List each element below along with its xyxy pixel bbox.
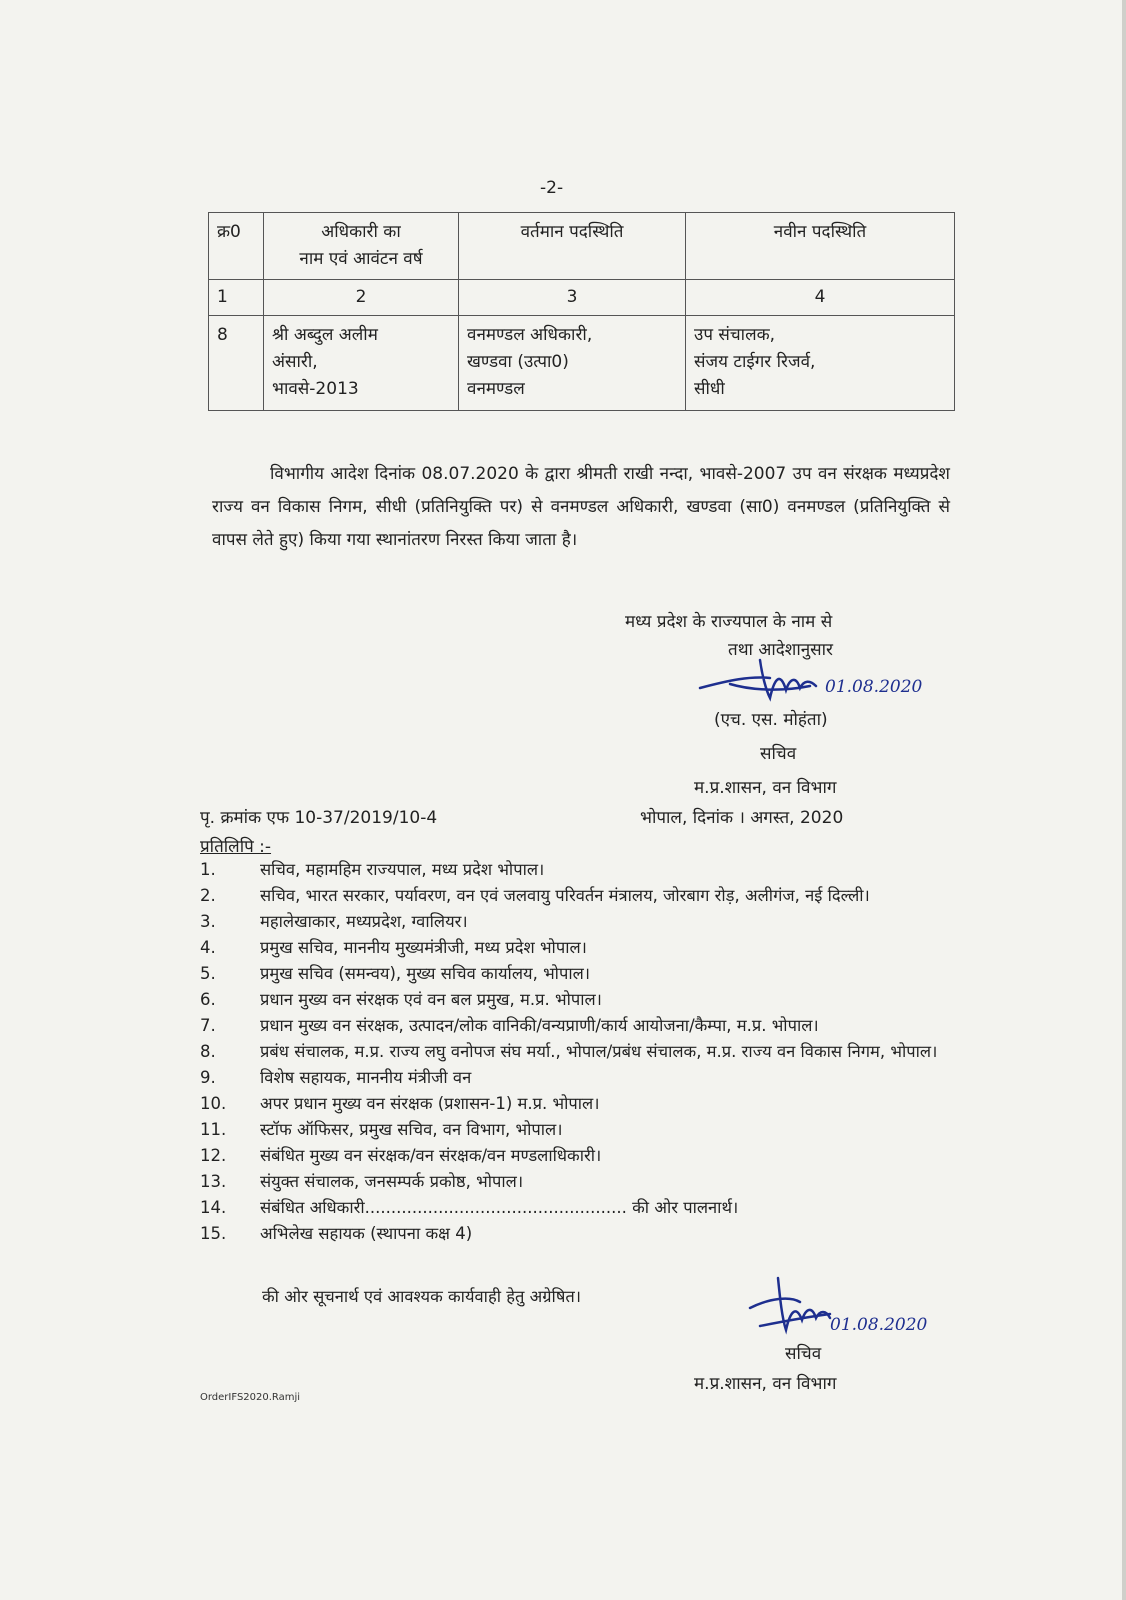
list-item [200,1014,940,1038]
list-item-text: विशेष सहायक, माननीय मंत्रीजी वन [260,1068,472,1087]
forward-text: की ओर सूचनार्थ एवं आवश्यक कार्यवाही हेतु अग्रेषित। [262,1287,582,1306]
cell-new-posting: उप संचालक, संजय टाईगर रिजर्व, सीधी [686,316,955,411]
footer-file-ref: OrderIFS2020.Ramji [200,1392,301,1403]
signatory-name: (एच. एस. मोहंता) [714,710,828,730]
list-item-text: प्रमुख सचिव, माननीय मुख्यमंत्रीजी, मध्य प्रदेश भोपाल। [260,938,587,957]
list-item-text: प्रबंध संचालक, म.प्र. राज्य लघु वनोपज संघ मर्या., भोपाल/प्रबंध संचालक, म.प्र. राज्य वन विकास निगम, भोपाल। [260,1042,938,1061]
header-officer: अधिकारी का नाम एवं आवंटन वर्ष [264,213,459,280]
cell-officer: श्री अब्दुल अलीम अंसारी, भावसे-2013 [264,316,459,411]
list-item-num: 7. [200,1016,216,1035]
list-item [200,910,940,934]
list-item-num: 8. [200,1042,216,1061]
header-sno: क्र0 [209,213,264,280]
table-header-row [209,213,955,280]
list-item-text: स्टॉफ ऑफिसर, प्रमुख सचिव, वन विभाग, भोपाल। [260,1120,563,1139]
list-item [200,962,940,986]
signatory-dept: म.प्र.शासन, वन विभाग [694,778,837,798]
governor-order-line: मध्य प्रदेश के राज्यपाल के नाम से [625,612,833,632]
header-current-posting: वर्तमान पदस्थिति [459,213,686,280]
list-item [200,1222,940,1246]
list-item-text: प्रधान मुख्य वन संरक्षक एवं वन बल प्रमुख, म.प्र. भोपाल। [260,990,602,1009]
list-item [200,1196,940,1220]
by-order-line: तथा आदेशानुसार [728,640,834,660]
signature-1 [690,640,940,710]
list-item-num: 1. [200,860,216,879]
list-item-num: 2. [200,886,216,905]
list-item [200,988,940,1012]
page-number: -2- [540,178,564,198]
table-column-number-row [209,280,955,316]
reference-number: पृ. क्रमांक एफ 10-37/2019/10-4 [200,808,438,828]
list-item [200,936,940,960]
list-item-num: 5. [200,964,216,983]
cell-sno: 8 [209,316,264,411]
list-item [200,1118,940,1142]
list-item-text: अपर प्रधान मुख्य वन संरक्षक (प्रशासन-1) म.प्र. भोपाल। [260,1094,600,1113]
list-item-num: 10. [200,1094,227,1113]
list-item-text: संबंधित अधिकारी.................................................. की ओर पालनार्थ। [260,1198,739,1217]
reference-place-date: भोपाल, दिनांक । अगस्त, 2020 [640,808,844,828]
list-item-num: 15. [200,1224,227,1243]
list-item [200,1066,940,1090]
list-item [200,858,940,882]
posting-table [208,212,955,411]
list-item [200,884,940,908]
list-item-text: प्रमुख सचिव (समन्वय), मुख्य सचिव कार्यालय, भोपाल। [260,964,591,983]
copy-heading: प्रतिलिपि :- [200,837,272,857]
signatory-2-dept: म.प्र.शासन, वन विभाग [694,1374,837,1394]
table-row [209,316,955,411]
list-item-text: प्रधान मुख्य वन संरक्षक, उत्पादन/लोक वानिकी/वन्यप्राणी/कार्य आयोजना/कैम्पा, म.प्र. भोपाल। [260,1016,819,1035]
list-item-text: संयुक्त संचालक, जनसम्पर्क प्रकोष्ठ, भोपाल। [260,1172,524,1191]
cell-current-posting: वनमण्डल अधिकारी, खण्डवा (उत्पा0) वनमण्डल [459,316,686,411]
list-item [200,1092,940,1116]
list-item-text: अभिलेख सहायक (स्थापना कक्ष 4) [260,1224,473,1243]
list-item-text: महालेखाकार, मध्यप्रदेश, ग्वालियर। [260,912,468,931]
colnum-1: 1 [209,280,264,316]
list-item [200,1144,940,1168]
list-item-text: सचिव, महामहिम राज्यपाल, मध्य प्रदेश भोपाल। [260,860,545,879]
list-item-num: 4. [200,938,216,957]
list-item-text: सचिव, भारत सरकार, पर्यावरण, वन एवं जलवायु परिवर्तन मंत्रालय, जोरबाग रोड़, अलीगंज, नई दिल्ली। [260,886,870,905]
list-item-num: 3. [200,912,216,931]
list-item [200,1040,940,1064]
list-item-num: 6. [200,990,216,1009]
order-paragraph: विभागीय आदेश दिनांक 08.07.2020 के द्वारा श्रीमती राखी नन्दा, भावसे-2007 उप वन संरक्षक मध्यप्रदेश राज्य वन विकास निगम, सीधी (प्रतिनियुक्ति पर) से वनमण्डल अधिकारी, खण्डवा (सा0) वनमण्डल (प्रतिनियुक्ति से वापस लेते हुए) किया गया स्थानांतरण निरस्त किया जाता है। [212,464,950,550]
signatory-2-title: सचिव [785,1344,822,1364]
colnum-4: 4 [686,280,955,316]
colnum-3: 3 [459,280,686,316]
signature-2-date: 01.08.2020 [830,1315,928,1335]
list-item-num: 13. [200,1172,227,1191]
signature-2 [730,1268,950,1348]
signature-1-date: 01.08.2020 [825,677,923,697]
header-new-posting: नवीन पदस्थिति [686,213,955,280]
list-item-num: 11. [200,1120,227,1139]
signatory-title: सचिव [760,744,797,764]
list-item-num: 9. [200,1068,216,1087]
list-item-num: 14. [200,1198,227,1217]
list-item-text: संबंधित मुख्य वन संरक्षक/वन संरक्षक/वन मण्डलाधिकारी। [260,1146,602,1165]
list-item [200,1170,940,1194]
list-item-num: 12. [200,1146,227,1165]
copy-list [200,858,940,1248]
colnum-2: 2 [264,280,459,316]
